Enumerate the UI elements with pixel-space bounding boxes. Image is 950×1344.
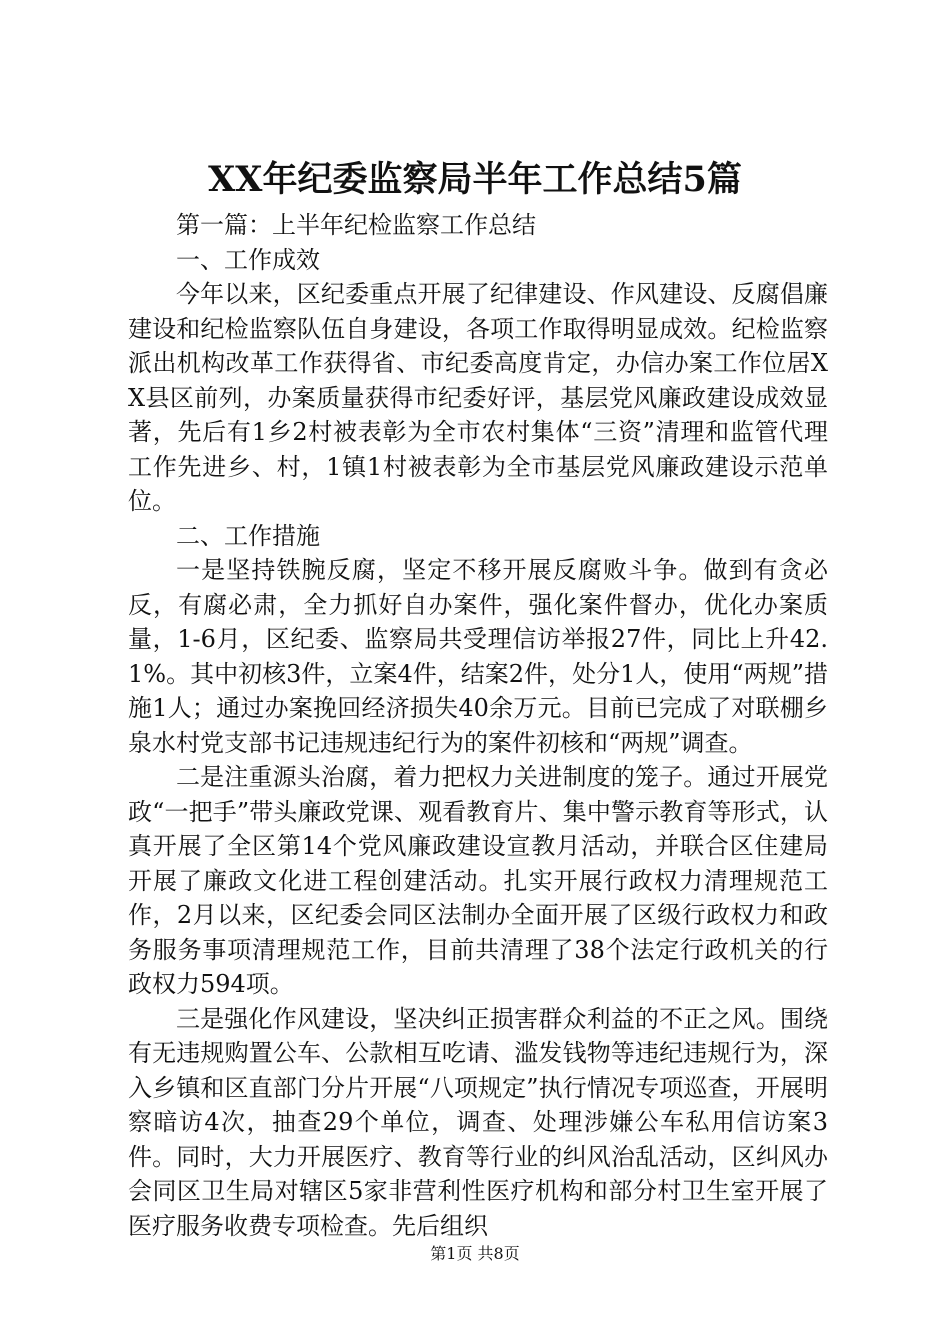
body-paragraph: 三是强化作风建设，坚决纠正损害群众利益的不正之风。围绕有无违规购置公车、公款相互吃请、滥发钱物等违纪违规行为，深入乡镇和区直部门分片开展“八项规定”执行情况专项巡查，开展明察暗访4次，抽查29个单位，调查、处理涉嫌公车私用信访案3件。同时，大力开展医疗、教育等行业的纠风治乱活动，区纠风办会同区卫生局对辖区5家非营利性医疗机构和部分村卫生室开展了医疗服务收费专项检查。先后组织: [128, 1004, 828, 1240]
body-paragraph: 二是注重源头治腐，着力把权力关进制度的笼子。通过开展党政“一把手”带头廉政党课、观看教育片、集中警示教育等形式，认真开展了全区第14个党风廉政建设宣教月活动，并联合区住建局开展了廉政文化进工程创建活动。扎实开展行政权力清理规范工作，2月以来，区纪委会同区法制办全面开展了区级行政权力和政务服务事项清理规范工作，目前共清理了38个法定行政机关的行政权力594项。: [128, 763, 828, 998]
document-title: XX年纪委监察局半年工作总结5篇: [208, 159, 742, 200]
body-paragraph: 一是坚持铁腕反腐，坚定不移开展反腐败斗争。做到有贪必反，有腐必肃，全力抓好自办案件，强化案件督办，优化办案质量，1-6月，区纪委、监察局共受理信访举报27件，同比上升42.1%。其中初核3件，立案4件，结案2件，处分1人，使用“两规”措施1人；通过办案挽回经济损失40余万元。目前已完成了对联棚乡泉水村党支部书记违规违纪行为的案件初核和“两规”调查。: [128, 556, 828, 757]
section-heading: 第一篇：上半年纪检监察工作总结: [176, 211, 536, 239]
body-paragraph: 今年以来，区纪委重点开展了纪律建设、作风建设、反腐倡廉建设和纪检监察队伍自身建设，各项工作取得明显成效。纪检监察派出机构改革工作获得省、市纪委高度肯定，办信办案工作位居XX县区前列，办案质量获得市纪委好评，基层党风廉政建设成效显著，先后有1乡2村被表彰为全市农村集体“三资”清理和监管代理工作先进乡、村，1镇1村被表彰为全市基层党风廉政建设示范单位。: [128, 280, 828, 515]
subsection-heading: 二、工作措施: [176, 521, 320, 550]
subsection-heading: 一、工作成效: [176, 245, 320, 274]
document-body: [128, 208, 828, 1243]
page-footer: 第1页 共8页: [430, 1244, 520, 1263]
